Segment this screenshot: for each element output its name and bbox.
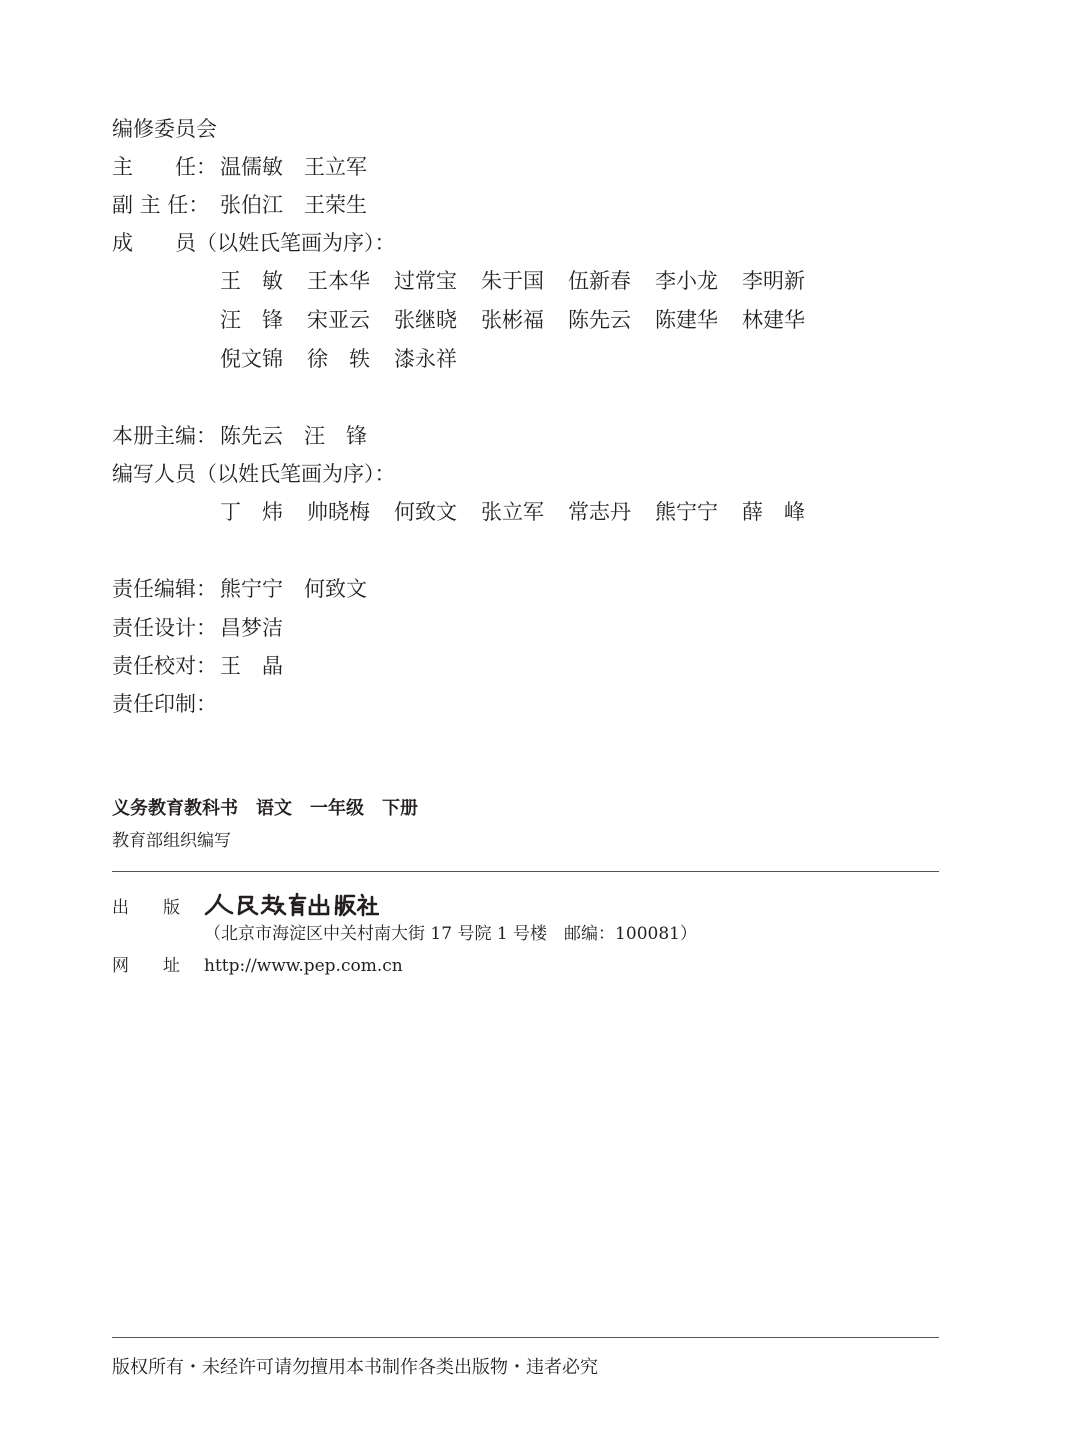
publisher-logo <box>204 892 379 924</box>
director-names: 温儒敏 王立军 <box>220 155 367 179</box>
member-name: 朱于国 <box>481 269 544 293</box>
responsible-design-label: 责任设计： <box>112 616 217 640</box>
member-name: 徐 轶 <box>307 347 370 371</box>
committee-heading: 编修委员会 <box>112 117 217 141</box>
publisher-calligraphy-logo <box>204 892 379 918</box>
member-name: 漆永祥 <box>394 347 457 371</box>
writers-row <box>220 499 829 525</box>
writer-name: 张立军 <box>481 500 544 524</box>
member-name: 陈先云 <box>568 308 631 332</box>
member-name: 陈建华 <box>655 308 718 332</box>
deputy-names: 张伯江 王荣生 <box>220 193 367 217</box>
writers-label: 编写人员（以姓氏笔画为序）： <box>112 462 396 486</box>
members-label: 成 员（以姓氏笔画为序）： <box>112 231 396 255</box>
member-name: 李明新 <box>742 269 805 293</box>
responsible-design-names: 昌梦洁 <box>220 616 283 640</box>
member-name: 倪文锦 <box>220 347 283 371</box>
responsible-print-line <box>112 691 220 717</box>
chief-editor-label: 本册主编： <box>112 424 217 448</box>
writer-name: 熊宁宁 <box>655 500 718 524</box>
website-label: 网 址 <box>112 956 180 976</box>
director-label: 主 任： <box>112 155 217 179</box>
chief-editor-names: 陈先云 汪 锋 <box>220 424 367 448</box>
member-name: 王本华 <box>307 269 370 293</box>
member-name: 过常宝 <box>394 269 457 293</box>
member-name: 伍新春 <box>568 269 631 293</box>
members-row <box>220 346 481 372</box>
member-name: 汪 锋 <box>220 308 283 332</box>
responsible-editor-line <box>112 576 367 602</box>
publisher-line <box>112 892 379 924</box>
website-url[interactable]: http://www.pep.com.cn <box>204 956 403 976</box>
deputy-label: 副 主 任： <box>112 193 210 217</box>
writer-name: 常志丹 <box>568 500 631 524</box>
deputy-line <box>112 192 367 218</box>
responsible-print-label: 责任印制： <box>112 692 217 716</box>
member-name: 林建华 <box>742 308 805 332</box>
publish-label: 出 版 <box>112 897 180 918</box>
chief-editor-line <box>112 423 367 449</box>
responsible-editor-label: 责任编辑： <box>112 577 217 601</box>
copyright-notice: 版权所有・未经许可请勿擅用本书制作各类出版物・违者必究 <box>112 1357 598 1378</box>
director-line <box>112 154 367 180</box>
responsible-proof-label: 责任校对： <box>112 654 217 678</box>
writer-name: 何致文 <box>394 500 457 524</box>
member-name: 李小龙 <box>655 269 718 293</box>
responsible-proof-names: 王 晶 <box>220 654 283 678</box>
book-title: 义务教育教科书 语文 一年级 下册 <box>112 798 418 819</box>
website-line <box>112 955 403 977</box>
compiled-by: 教育部组织编写 <box>112 831 231 851</box>
members-row <box>220 268 829 294</box>
member-name: 宋亚云 <box>307 308 370 332</box>
publisher-address: （北京市海淀区中关村南大街 17 号院 1 号楼 邮编：100081） <box>204 924 697 944</box>
responsible-editor-names: 熊宁宁 何致文 <box>220 577 367 601</box>
members-row <box>220 307 829 333</box>
responsible-proof-line <box>112 653 283 679</box>
member-name: 王 敏 <box>220 269 283 293</box>
writer-name: 帅晓梅 <box>307 500 370 524</box>
member-name: 张彬福 <box>481 308 544 332</box>
footer-divider <box>112 1337 939 1338</box>
divider <box>112 871 939 872</box>
responsible-design-line <box>112 615 283 641</box>
writer-name: 薛 峰 <box>742 500 805 524</box>
writer-name: 丁 炜 <box>220 500 283 524</box>
member-name: 张继晓 <box>394 308 457 332</box>
